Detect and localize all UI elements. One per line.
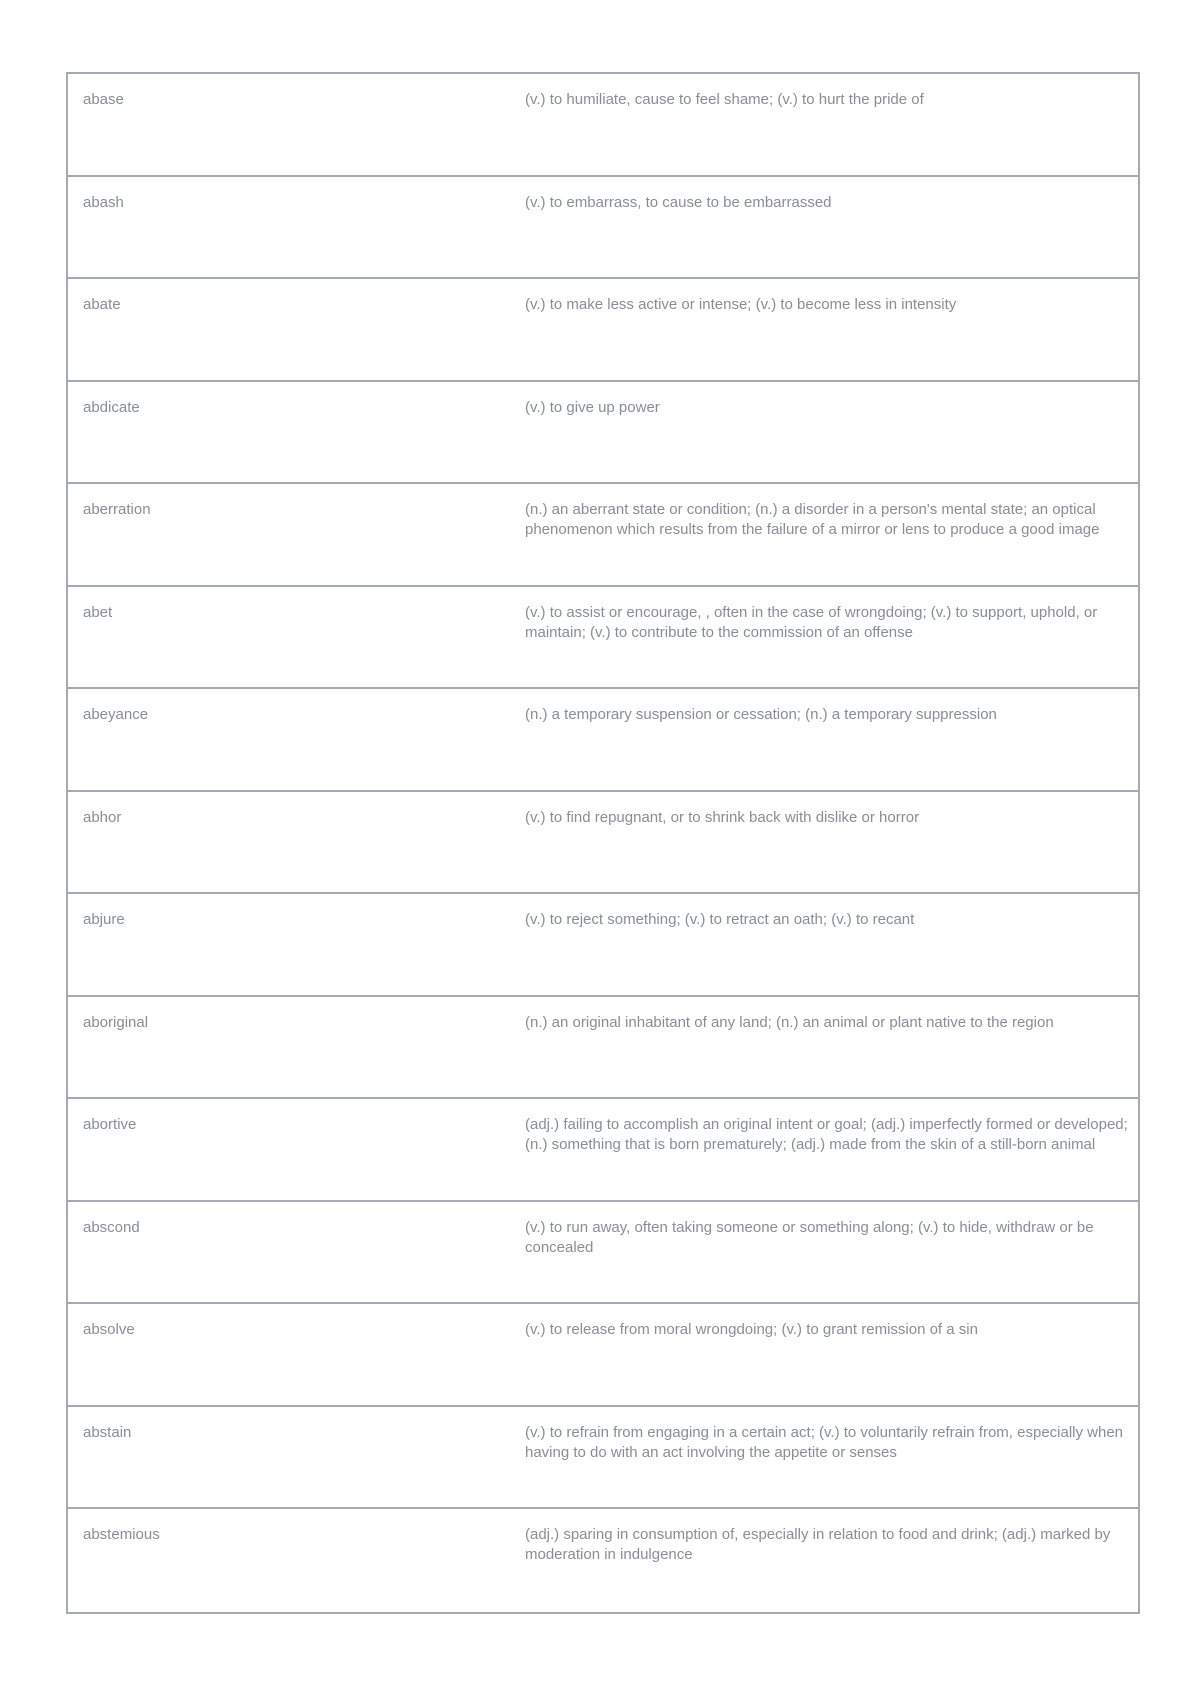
definition-cell: (v.) to make less active or intense; (v.) to become less in intensity <box>525 296 957 313</box>
term-cell: abortive <box>83 1116 137 1133</box>
term-cell: abjure <box>83 911 125 928</box>
table-row <box>68 689 1138 792</box>
definition-cell: (n.) an original inhabitant of any land; (n.) an animal or plant native to the region <box>525 1013 1054 1031</box>
definition-cell: (adj.) failing to accomplish an original intent or goal; (adj.) imperfectly formed or developed; (n.) something that is born prematurely; (adj.) made from the skin of a still-born animal <box>525 1116 1128 1153</box>
term-cell: abstain <box>83 1423 132 1441</box>
term-cell: abase <box>83 91 124 108</box>
table-row <box>68 74 1138 177</box>
term-cell: absolve <box>83 1321 135 1338</box>
vocabulary-table <box>66 72 1140 1614</box>
table-row <box>68 792 1138 895</box>
table-row <box>68 1304 1138 1407</box>
definition-cell: (v.) to run away, often taking someone or something along; (v.) to hide, withdraw or be concealed <box>525 1218 1094 1256</box>
definition-cell: (v.) to give up power <box>525 398 660 416</box>
term-cell: abdicate <box>83 398 140 416</box>
definition-cell: (v.) to humiliate, cause to feel shame; (v.) to hurt the pride of <box>525 91 924 108</box>
table-row <box>68 1407 1138 1510</box>
term-cell: abhor <box>83 808 122 826</box>
table-row <box>68 177 1138 280</box>
term-cell: abet <box>83 603 113 621</box>
table-row <box>68 894 1138 997</box>
term-cell: abstemious <box>83 1526 160 1543</box>
term-cell: abash <box>83 193 124 211</box>
definition-cell: (adj.) sparing in consumption of, especially in relation to food and drink; (adj.) marked by moderation in indulgence <box>525 1526 1111 1563</box>
definition-cell: (v.) to embarrass, to cause to be embarrassed <box>525 193 832 211</box>
definition-cell: (v.) to release from moral wrongdoing; (v.) to grant remission of a sin <box>525 1321 978 1338</box>
definition-cell: (v.) to reject something; (v.) to retract an oath; (v.) to recant <box>525 911 915 928</box>
definition-cell: (n.) an aberrant state or condition; (n.) a disorder in a person's mental state; an optical phenomenon which results from the failure of a mirror or lens to produce a good image <box>525 501 1100 538</box>
table-row <box>68 382 1138 485</box>
definition-cell: (n.) a temporary suspension or cessation; (n.) a temporary suppression <box>525 706 997 723</box>
term-cell: aboriginal <box>83 1013 149 1031</box>
term-cell: abscond <box>83 1218 140 1236</box>
table-row <box>68 1099 1138 1202</box>
table-row <box>68 1202 1138 1305</box>
definition-cell: (v.) to find repugnant, or to shrink back with dislike or horror <box>525 808 920 826</box>
definition-cell: (v.) to assist or encourage, , often in the case of wrongdoing; (v.) to support, uphold, or maintain; (v.) to contribute to the commission of an offense <box>525 603 1098 641</box>
definition-cell: (v.) to refrain from engaging in a certain act; (v.) to voluntarily refrain from, especially when having to do with an act involving the appetite or senses <box>525 1423 1124 1461</box>
term-cell: aberration <box>83 501 151 518</box>
term-cell: abeyance <box>83 706 149 723</box>
table-row <box>68 484 1138 587</box>
term-cell: abate <box>83 296 121 313</box>
table-row <box>68 1509 1138 1612</box>
table-row <box>68 587 1138 690</box>
table-row <box>68 279 1138 382</box>
table-row <box>68 997 1138 1100</box>
